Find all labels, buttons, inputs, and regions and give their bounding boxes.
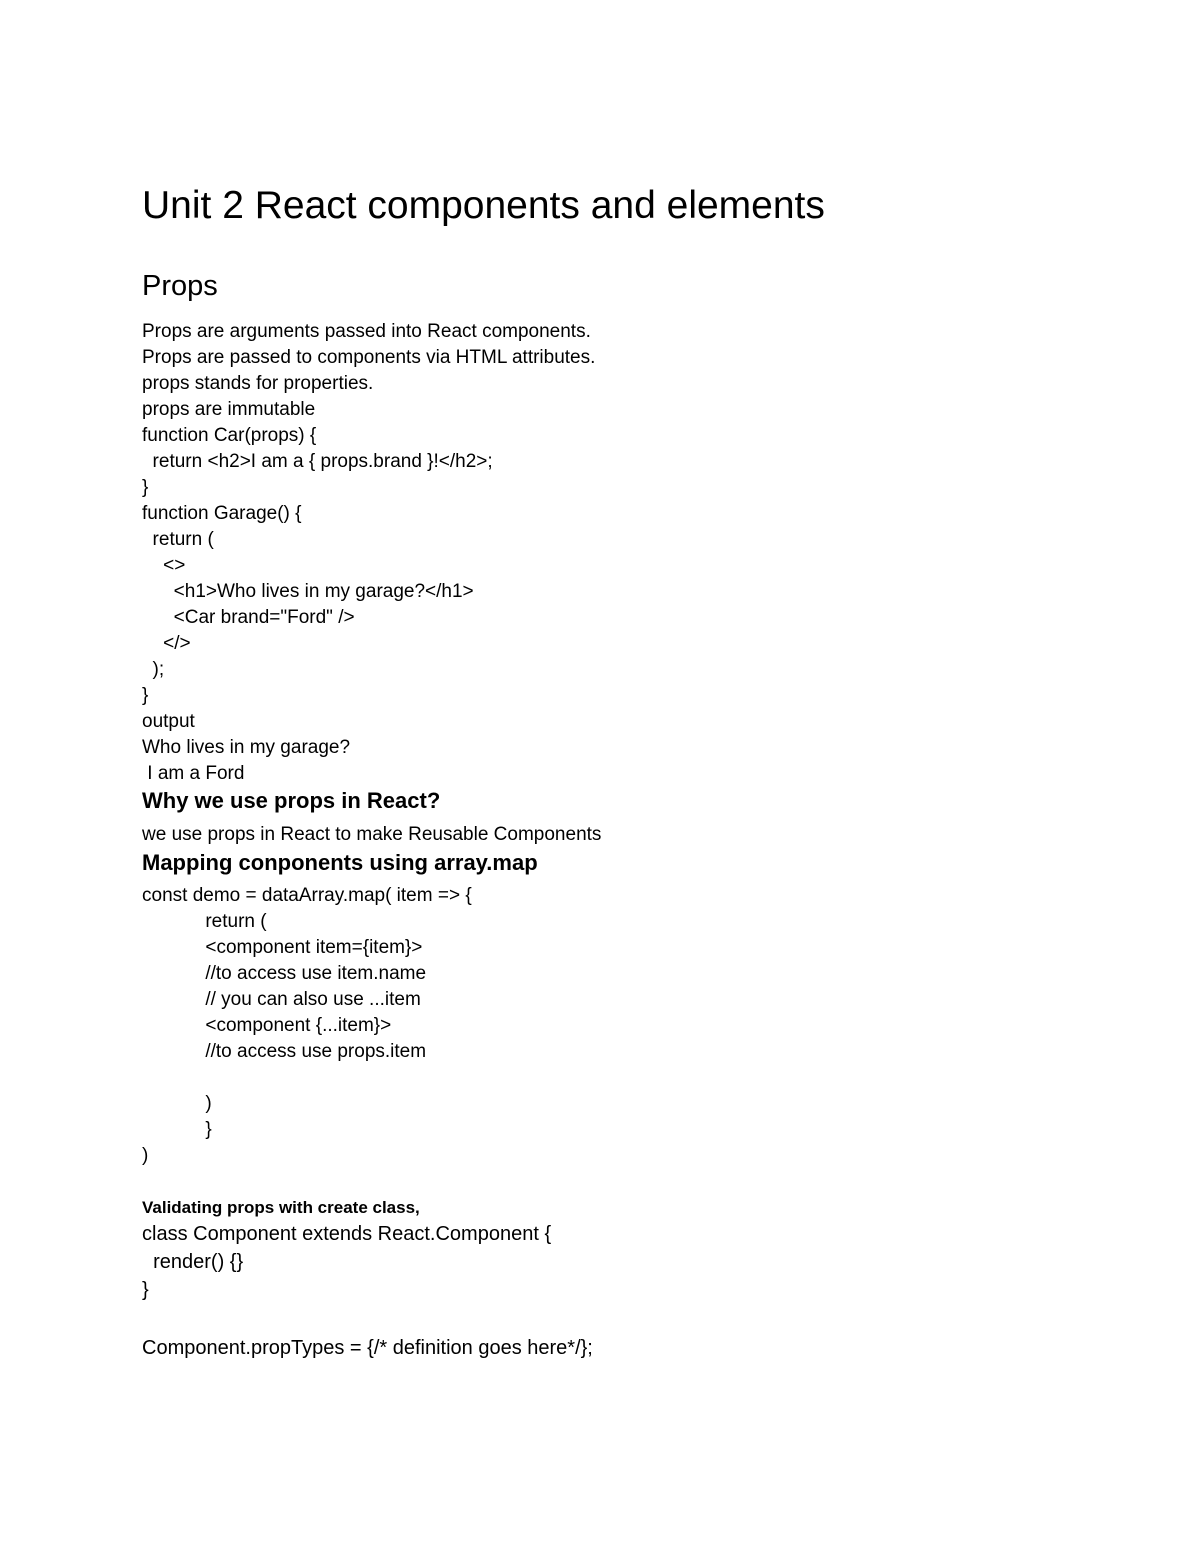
code-line: } (142, 477, 149, 498)
output-line: I am a Ford (142, 763, 245, 784)
code-line: class Component extends React.Component { (142, 1223, 552, 1245)
code-line: <component {...item}> (142, 1015, 392, 1036)
mapping-heading: Mapping conponents using array.map (142, 850, 538, 875)
code-line: //to access use item.name (142, 963, 427, 984)
code-line: ); (142, 659, 165, 680)
why-text: we use props in React to make Reusable Components (142, 824, 602, 845)
intro-line: props stands for properties. (142, 373, 374, 394)
code-line: return <h2>I am a { props.brand }!</h2>; (142, 451, 493, 472)
code-line: function Garage() { (142, 503, 302, 524)
code-line: Component.propTypes = {/* definition goes here*/}; (142, 1337, 593, 1359)
code-line: ) (142, 1093, 212, 1114)
code-line: } (142, 1279, 149, 1301)
code-line: return ( (142, 911, 267, 932)
code-line: <> (142, 555, 186, 576)
code-line: <component item={item}> (142, 937, 423, 958)
why-heading: Why we use props in React? (142, 788, 441, 813)
code-line: function Car(props) { (142, 425, 317, 446)
code-line: ) (142, 1145, 149, 1166)
code-line: <h1>Who lives in my garage?</h1> (142, 581, 474, 602)
output-line: Who lives in my garage? (142, 737, 351, 758)
code-line: render() {} (142, 1251, 244, 1273)
intro-line: Props are passed to components via HTML attributes. (142, 347, 596, 368)
code-line: // you can also use ...item (142, 989, 421, 1010)
intro-line: Props are arguments passed into React components. (142, 321, 591, 342)
intro-line: props are immutable (142, 399, 316, 420)
page-title: Unit 2 React components and elements (142, 184, 825, 227)
code-line: } (142, 685, 149, 706)
code-line: <Car brand="Ford" /> (142, 607, 355, 628)
code-line: //to access use props.item (142, 1041, 427, 1062)
code-line: } (142, 1119, 212, 1140)
output-label: output (142, 711, 195, 732)
code-line: </> (142, 633, 191, 654)
props-heading: Props (142, 270, 218, 302)
validating-heading: Validating props with create class, (142, 1198, 420, 1217)
code-line: return ( (142, 529, 214, 550)
code-line: const demo = dataArray.map( item => { (142, 885, 472, 906)
